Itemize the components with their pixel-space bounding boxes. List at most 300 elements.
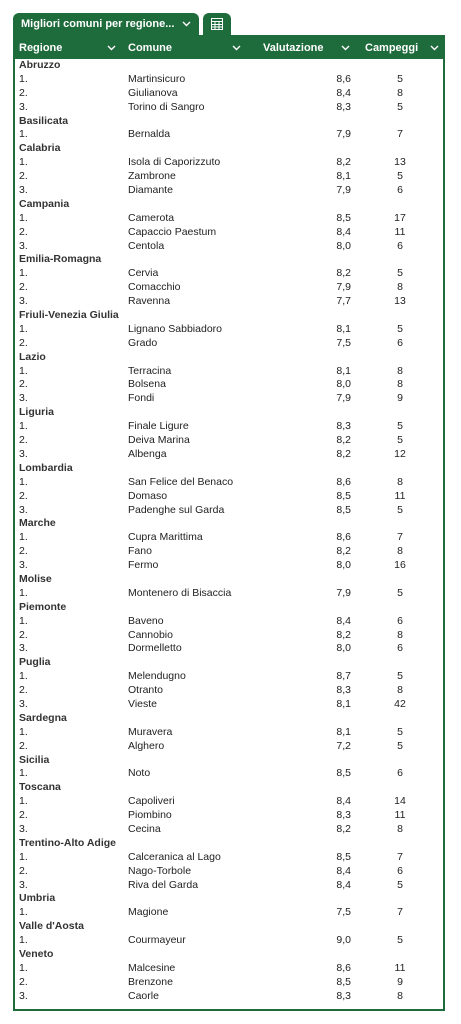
comune-cell: Dormelletto [128, 642, 182, 655]
valutazione-cell: 8,1 [336, 364, 351, 377]
valutazione-cell: 7,9 [336, 128, 351, 141]
campeggi-cell: 6 [397, 336, 403, 349]
table-row[interactable] [15, 726, 443, 740]
campeggi-cell: 6 [397, 767, 403, 780]
valutazione-cell: 8,3 [336, 989, 351, 1002]
campeggi-cell: 5 [397, 434, 403, 447]
comune-cell: Deiva Marina [128, 434, 190, 447]
table-row[interactable] [15, 698, 443, 712]
valutazione-cell: 8,6 [336, 531, 351, 544]
campeggi-cell: 5 [397, 72, 403, 85]
table-row[interactable] [15, 295, 443, 309]
valutazione-cell: 8,4 [336, 86, 351, 99]
valutazione-cell: 8,5 [336, 503, 351, 516]
comune-cell: Bernalda [128, 128, 171, 141]
valutazione-cell: 8,5 [336, 489, 351, 502]
rank-cell: 1. [19, 267, 28, 280]
comune-cell: Camerota [128, 211, 175, 224]
comune-cell: Ravenna [128, 295, 171, 308]
region-name: Trentino-Alto Adige [19, 836, 117, 849]
campeggi-cell: 8 [397, 628, 403, 641]
valutazione-cell: 8,1 [336, 170, 351, 183]
table-row[interactable] [15, 629, 443, 643]
table-row[interactable] [15, 156, 443, 170]
valutazione-cell: 8,5 [336, 850, 351, 863]
table-row[interactable] [15, 670, 443, 684]
rank-cell: 3. [19, 447, 28, 460]
comune-cell: Cecina [128, 822, 161, 835]
rank-cell: 2. [19, 975, 28, 988]
region-name: Abruzzo [19, 59, 61, 71]
comune-cell: Nago-Torbole [128, 864, 192, 877]
rank-cell: 2. [19, 86, 28, 99]
campeggi-cell: 9 [397, 392, 403, 405]
table-row[interactable] [15, 101, 443, 115]
region-name: Valle d'Aosta [19, 920, 84, 933]
rank-cell: 3. [19, 989, 28, 1002]
table-row[interactable] [15, 87, 443, 101]
rank-cell: 1. [19, 670, 28, 683]
comune-cell: Courmayeur [128, 934, 186, 947]
rank-cell: 3. [19, 392, 28, 405]
comune-cell: San Felice del Benaco [128, 475, 234, 488]
rank-cell: 1. [19, 961, 28, 974]
campeggi-cell: 11 [394, 809, 406, 822]
comune-cell: Calceranica al Lago [128, 850, 221, 863]
comune-cell: Isola di Caporizzuto [128, 156, 221, 169]
rank-cell: 1. [19, 322, 28, 335]
region-name: Basilicata [19, 114, 69, 127]
column-header-regione[interactable] [19, 37, 119, 59]
campeggi-cell: 7 [397, 531, 403, 544]
campeggi-cell: 7 [397, 906, 403, 919]
region-group-row [15, 948, 443, 962]
region-group-row [15, 712, 443, 726]
campeggi-cell: 5 [397, 170, 403, 183]
rank-cell: 3. [19, 295, 28, 308]
valutazione-cell: 8,2 [336, 822, 351, 835]
column-label: Comune [128, 42, 172, 54]
table-body [15, 59, 443, 1004]
region-group-row [15, 656, 443, 670]
table-row[interactable] [15, 976, 443, 990]
comune-cell: Brenzone [128, 975, 173, 988]
comune-cell: Albenga [128, 447, 167, 460]
table-row[interactable] [15, 587, 443, 601]
valutazione-cell: 8,0 [336, 239, 351, 252]
valutazione-cell: 8,6 [336, 475, 351, 488]
campeggi-cell: 5 [397, 267, 403, 280]
campeggi-cell: 6 [397, 184, 403, 197]
comune-cell: Cervia [128, 267, 159, 280]
table-row[interactable] [15, 378, 443, 392]
comune-cell: Diamante [128, 184, 173, 197]
rank-cell: 2. [19, 628, 28, 641]
table-row[interactable] [15, 240, 443, 254]
valutazione-cell: 8,5 [336, 767, 351, 780]
valutazione-cell: 7,9 [336, 392, 351, 405]
valutazione-cell: 8,4 [336, 864, 351, 877]
rank-cell: 3. [19, 697, 28, 710]
region-name: Lazio [19, 350, 46, 363]
table-row[interactable] [15, 795, 443, 809]
column-label: Campeggi [365, 42, 419, 54]
table-row[interactable] [15, 170, 443, 184]
region-group-row [15, 892, 443, 906]
comune-cell: Padenghe sul Garda [128, 503, 225, 516]
campeggi-cell: 8 [397, 378, 403, 391]
rank-cell: 2. [19, 545, 28, 558]
table-row[interactable] [15, 504, 443, 518]
comune-cell: Vieste [128, 697, 157, 710]
table-row[interactable] [15, 365, 443, 379]
column-label: Valutazione [263, 42, 324, 54]
comune-cell: Lignano Sabbiadoro [128, 322, 222, 335]
region-group-row [15, 142, 443, 156]
rank-cell: 2. [19, 378, 28, 391]
comune-cell: Baveno [128, 614, 164, 627]
tab-bar [13, 13, 231, 35]
campeggi-cell: 16 [394, 559, 406, 572]
tab-label: Migliori comuni per regione... [21, 18, 175, 30]
valutazione-cell: 8,0 [336, 642, 351, 655]
region-group-row [15, 754, 443, 768]
table-row[interactable] [15, 809, 443, 823]
table-row[interactable] [15, 559, 443, 573]
region-name: Lombardia [19, 461, 73, 474]
valutazione-cell: 8,2 [336, 434, 351, 447]
region-name: Veneto [19, 948, 54, 960]
region-name: Sicilia [19, 753, 50, 766]
valutazione-cell: 8,6 [336, 72, 351, 85]
column-header-valutazione[interactable] [263, 37, 353, 59]
region-group-row [15, 406, 443, 420]
rank-cell: 1. [19, 211, 28, 224]
table-row[interactable] [15, 490, 443, 504]
table-row[interactable] [15, 434, 443, 448]
table-row[interactable] [15, 545, 443, 559]
table-row[interactable] [15, 323, 443, 337]
comune-cell: Melendugno [128, 670, 186, 683]
campeggi-cell: 5 [397, 100, 403, 113]
campeggi-cell: 8 [397, 684, 403, 697]
campeggi-cell: 8 [397, 989, 403, 1002]
region-name: Toscana [19, 781, 61, 794]
comune-cell: Magione [128, 906, 169, 919]
valutazione-cell: 7,9 [336, 184, 351, 197]
rank-cell: 1. [19, 586, 28, 599]
region-group-row [15, 601, 443, 615]
rank-cell: 2. [19, 336, 28, 349]
table-row[interactable] [15, 642, 443, 656]
region-group-row [15, 517, 443, 531]
rank-cell: 1. [19, 475, 28, 488]
campeggi-cell: 8 [397, 86, 403, 99]
valutazione-cell: 7,9 [336, 281, 351, 294]
rank-cell: 2. [19, 170, 28, 183]
comune-cell: Muravera [128, 725, 173, 738]
rank-cell: 2. [19, 434, 28, 447]
comune-cell: Terracina [128, 364, 172, 377]
valutazione-cell: 8,0 [336, 378, 351, 391]
region-group-row [15, 253, 443, 267]
comune-cell: Cannobio [128, 628, 173, 641]
table-row[interactable] [15, 934, 443, 948]
campeggi-cell: 12 [394, 447, 406, 460]
rank-cell: 1. [19, 725, 28, 738]
table-row[interactable] [15, 851, 443, 865]
table-row[interactable] [15, 392, 443, 406]
comune-cell: Bolsena [128, 378, 166, 391]
rank-cell: 2. [19, 739, 28, 752]
valutazione-cell: 8,1 [336, 322, 351, 335]
table-row[interactable] [15, 226, 443, 240]
rank-cell: 2. [19, 684, 28, 697]
campeggi-cell: 5 [397, 586, 403, 599]
campeggi-cell: 14 [394, 795, 406, 808]
rank-cell: 3. [19, 184, 28, 197]
region-group-row [15, 198, 443, 212]
column-label: Regione [19, 42, 63, 54]
comune-cell: Giulianova [128, 86, 178, 99]
campeggi-cell: 17 [394, 211, 406, 224]
rank-cell: 1. [19, 364, 28, 377]
campeggi-cell: 11 [394, 961, 406, 974]
table-row[interactable] [15, 740, 443, 754]
region-name: Liguria [19, 406, 55, 419]
comune-cell: Piombino [128, 809, 172, 822]
campeggi-cell: 6 [397, 642, 403, 655]
comune-cell: Torino di Sangro [128, 100, 205, 113]
comune-cell: Caorle [128, 989, 159, 1002]
table-row[interactable] [15, 128, 443, 142]
valutazione-cell: 7,5 [336, 336, 351, 349]
comune-cell: Fermo [128, 559, 159, 572]
campeggi-cell: 5 [397, 878, 403, 891]
campeggi-cell: 7 [397, 850, 403, 863]
campeggi-cell: 6 [397, 239, 403, 252]
region-group-row [15, 309, 443, 323]
rank-cell: 3. [19, 878, 28, 891]
campeggi-cell: 11 [394, 225, 406, 238]
campeggi-cell: 5 [397, 503, 403, 516]
rank-cell: 2. [19, 864, 28, 877]
table-row[interactable] [15, 767, 443, 781]
valutazione-cell: 8,4 [336, 614, 351, 627]
valutazione-cell: 8,5 [336, 975, 351, 988]
campeggi-cell: 42 [394, 697, 406, 710]
sort-chevron-icon[interactable] [107, 43, 116, 53]
comune-cell: Comacchio [128, 281, 181, 294]
region-name: Umbria [19, 892, 56, 905]
valutazione-cell: 8,4 [336, 878, 351, 891]
region-group-row [15, 781, 443, 795]
table-row[interactable] [15, 337, 443, 351]
campeggi-cell: 13 [394, 156, 406, 169]
comune-cell: Fano [128, 545, 152, 558]
region-name: Sardegna [19, 711, 67, 724]
valutazione-cell: 8,3 [336, 684, 351, 697]
rank-cell: 3. [19, 100, 28, 113]
table-row[interactable] [15, 962, 443, 976]
rank-cell: 2. [19, 809, 28, 822]
rank-cell: 1. [19, 531, 28, 544]
sort-chevron-icon[interactable] [430, 43, 439, 53]
rank-cell: 2. [19, 225, 28, 238]
valutazione-cell: 8,2 [336, 447, 351, 460]
rank-cell: 1. [19, 767, 28, 780]
rank-cell: 3. [19, 239, 28, 252]
rank-cell: 1. [19, 72, 28, 85]
table-row[interactable] [15, 865, 443, 879]
comune-cell: Montenero di Bisaccia [128, 586, 232, 599]
campeggi-cell: 8 [397, 822, 403, 835]
data-table [13, 35, 445, 1011]
comune-cell: Riva del Garda [128, 878, 199, 891]
campeggi-cell: 5 [397, 322, 403, 335]
region-name: Marche [19, 517, 56, 530]
column-header-comune[interactable] [128, 37, 246, 59]
table-row[interactable] [15, 990, 443, 1004]
region-group-row [15, 59, 443, 73]
table-row[interactable] [15, 823, 443, 837]
rank-cell: 1. [19, 934, 28, 947]
table-row[interactable] [15, 531, 443, 545]
valutazione-cell: 8,4 [336, 225, 351, 238]
valutazione-cell: 8,2 [336, 628, 351, 641]
campeggi-cell: 5 [397, 420, 403, 433]
comune-cell: Noto [128, 767, 151, 780]
region-name: Calabria [19, 142, 61, 155]
campeggi-cell: 5 [397, 725, 403, 738]
table-row[interactable] [15, 476, 443, 490]
valutazione-cell: 8,4 [336, 795, 351, 808]
sort-chevron-icon[interactable] [232, 43, 241, 53]
table-row[interactable] [15, 73, 443, 87]
rank-cell: 1. [19, 614, 28, 627]
table-row[interactable] [15, 448, 443, 462]
valutazione-cell: 8,2 [336, 267, 351, 280]
valutazione-cell: 7,5 [336, 906, 351, 919]
comune-cell: Alghero [128, 739, 165, 752]
comune-cell: Zambrone [128, 170, 176, 183]
comune-cell: Martinsicuro [128, 72, 186, 85]
rank-cell: 3. [19, 503, 28, 516]
comune-cell: Domaso [128, 489, 168, 502]
comune-cell: Capoliveri [128, 795, 175, 808]
campeggi-cell: 8 [397, 475, 403, 488]
table-row[interactable] [15, 267, 443, 281]
table-row[interactable] [15, 879, 443, 893]
campeggi-cell: 6 [397, 864, 403, 877]
rank-cell: 2. [19, 489, 28, 502]
table-row[interactable] [15, 281, 443, 295]
comune-cell: Otranto [128, 684, 164, 697]
campeggi-cell: 6 [397, 614, 403, 627]
valutazione-cell: 8,5 [336, 211, 351, 224]
rank-cell: 1. [19, 156, 28, 169]
valutazione-cell: 8,3 [336, 100, 351, 113]
table-row[interactable] [15, 420, 443, 434]
table-row[interactable] [15, 212, 443, 226]
comune-cell: Malcesine [128, 961, 176, 974]
valutazione-cell: 8,6 [336, 961, 351, 974]
region-name: Friuli-Venezia Giulia [19, 309, 119, 322]
valutazione-cell: 8,3 [336, 809, 351, 822]
rank-cell: 3. [19, 822, 28, 835]
valutazione-cell: 7,9 [336, 586, 351, 599]
campeggi-cell: 9 [397, 975, 403, 988]
rank-cell: 2. [19, 281, 28, 294]
valutazione-cell: 7,7 [336, 295, 351, 308]
rank-cell: 1. [19, 906, 28, 919]
campeggi-cell: 5 [397, 670, 403, 683]
campeggi-cell: 5 [397, 739, 403, 752]
valutazione-cell: 8,1 [336, 697, 351, 710]
chevron-down-icon[interactable] [182, 19, 191, 29]
valutazione-cell: 8,0 [336, 559, 351, 572]
comune-cell: Grado [128, 336, 158, 349]
region-group-row [15, 351, 443, 365]
campeggi-cell: 8 [397, 364, 403, 377]
campeggi-cell: 11 [394, 489, 406, 502]
region-group-row [15, 837, 443, 851]
tab-migliori-comuni[interactable] [13, 13, 199, 35]
campeggi-cell: 13 [394, 295, 406, 308]
valutazione-cell: 8,2 [336, 156, 351, 169]
campeggi-cell: 8 [397, 281, 403, 294]
region-name: Piemonte [19, 600, 67, 613]
rank-cell: 1. [19, 795, 28, 808]
valutazione-cell: 8,3 [336, 420, 351, 433]
comune-cell: Fondi [128, 392, 155, 405]
region-name: Campania [19, 197, 70, 210]
column-header-campeggi[interactable] [365, 37, 443, 59]
comune-cell: Cupra Marittima [128, 531, 203, 544]
table-row[interactable] [15, 906, 443, 920]
campeggi-cell: 7 [397, 128, 403, 141]
rank-cell: 3. [19, 642, 28, 655]
comune-cell: Finale Ligure [128, 420, 189, 433]
region-name: Emilia-Romagna [19, 253, 102, 266]
region-group-row [15, 115, 443, 129]
comune-cell: Capaccio Paestum [128, 225, 217, 238]
valutazione-cell: 8,7 [336, 670, 351, 683]
table-row[interactable] [15, 184, 443, 198]
table-icon[interactable] [203, 13, 231, 35]
comune-cell: Centola [128, 239, 165, 252]
region-group-row [15, 462, 443, 476]
rank-cell: 1. [19, 420, 28, 433]
table-row[interactable] [15, 615, 443, 629]
table-row[interactable] [15, 684, 443, 698]
rank-cell: 1. [19, 128, 28, 141]
valutazione-cell: 7,2 [336, 739, 351, 752]
rank-cell: 3. [19, 559, 28, 572]
valutazione-cell: 9,0 [336, 934, 351, 947]
campeggi-cell: 8 [397, 545, 403, 558]
region-name: Molise [19, 572, 52, 585]
campeggi-cell: 5 [397, 934, 403, 947]
region-group-row [15, 573, 443, 587]
sort-chevron-icon[interactable] [341, 43, 350, 53]
region-name: Puglia [19, 656, 51, 669]
region-group-row [15, 920, 443, 934]
table-header [15, 37, 443, 59]
valutazione-cell: 8,2 [336, 545, 351, 558]
valutazione-cell: 8,1 [336, 725, 351, 738]
rank-cell: 1. [19, 850, 28, 863]
